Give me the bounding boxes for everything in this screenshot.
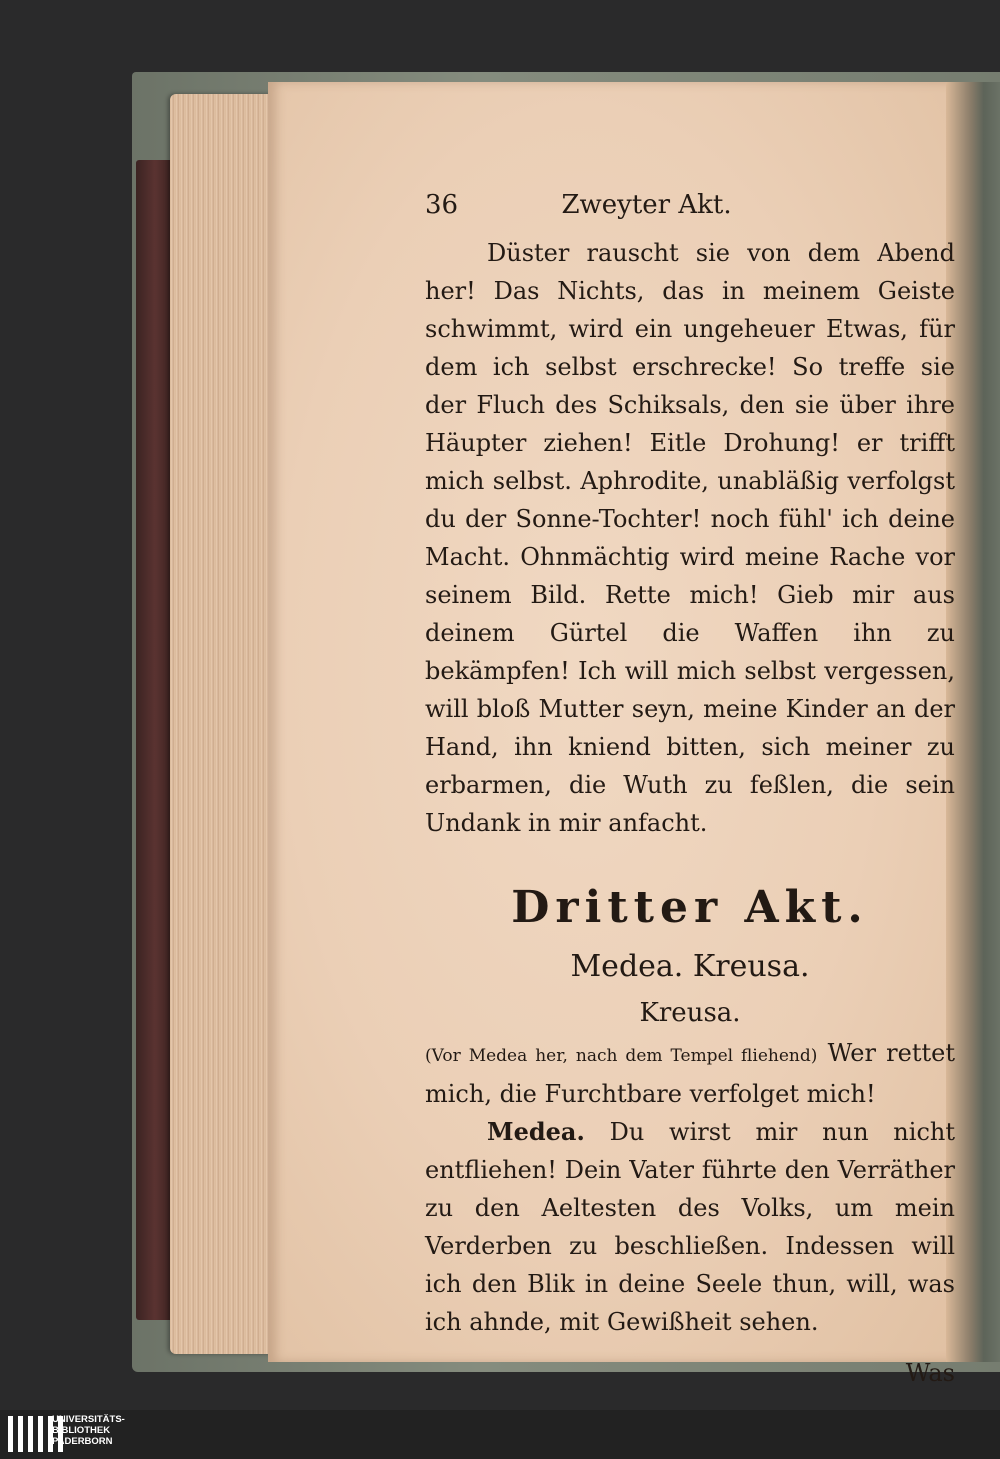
medea-speech bbox=[425, 1113, 955, 1341]
logo-line-2: BIBLIOTHEK bbox=[52, 1425, 111, 1436]
kreusa-line: Wer rettet mich, die Furchtbare verfolget mich! bbox=[425, 1039, 955, 1108]
library-logo-text bbox=[52, 1414, 125, 1447]
running-title: Zweyter Akt. bbox=[561, 190, 732, 220]
running-header bbox=[425, 190, 955, 220]
medea-line: Du wirst mir nun nicht entfliehen! Dein Vater führte den Verräther zu den Aeltesten des Volks, um mein Verderben zu beschließen. Indessen will ich den Blik in deine Seele thun, will, was ich ahnde, mit Gewißheit sehen. bbox=[425, 1118, 955, 1336]
logo-line-1: UNIVERSITÄTS- bbox=[52, 1414, 125, 1425]
page-text bbox=[425, 190, 955, 1387]
monologue-paragraph: Düster rauscht sie von dem Abend her! Das Nichts, das in meinem Geiste schwimmt, wird ein ungeheuer Etwas, für dem ich selbst erschrecke! So treffe sie der Fluch des Schiksals, den sie über ihre Häupter ziehen! Eitle Drohung! er trifft mich selbst. Aphrodite, unabläßig verfolgst du der Sonne-Tochter! noch fühl' ich deine Macht. Ohnmächtig wird meine Rache vor seinem Bild. Rette mich! Gieb mir aus deinem Gürtel die Waffen ihn zu bekämpfen! Ich will mich selbst vergessen, will bloß Mutter seyn, meine Kinder an der Hand, ihn kniend bitten, sich meiner zu erbarmen, die Wuth zu feßlen, die sein Undank in mir anfacht. bbox=[425, 239, 955, 837]
page-edges bbox=[170, 94, 280, 1354]
speaker-kreusa: Kreusa. bbox=[639, 998, 741, 1028]
speaker-medea: Medea. bbox=[487, 1117, 585, 1146]
logo-line-3: PADERBORN bbox=[52, 1436, 113, 1447]
character-list: Medea. Kreusa. bbox=[570, 949, 810, 984]
page-number: 36 bbox=[425, 190, 459, 220]
catchword: Was bbox=[905, 1359, 955, 1387]
book-spine-edge bbox=[136, 160, 174, 1320]
stage-direction: (Vor Medea her, nach dem Tempel fliehend) bbox=[425, 1046, 818, 1066]
act-heading: Dritter Akt. bbox=[511, 882, 869, 933]
kreusa-speech bbox=[425, 1034, 955, 1113]
library-footer bbox=[0, 1410, 1000, 1459]
